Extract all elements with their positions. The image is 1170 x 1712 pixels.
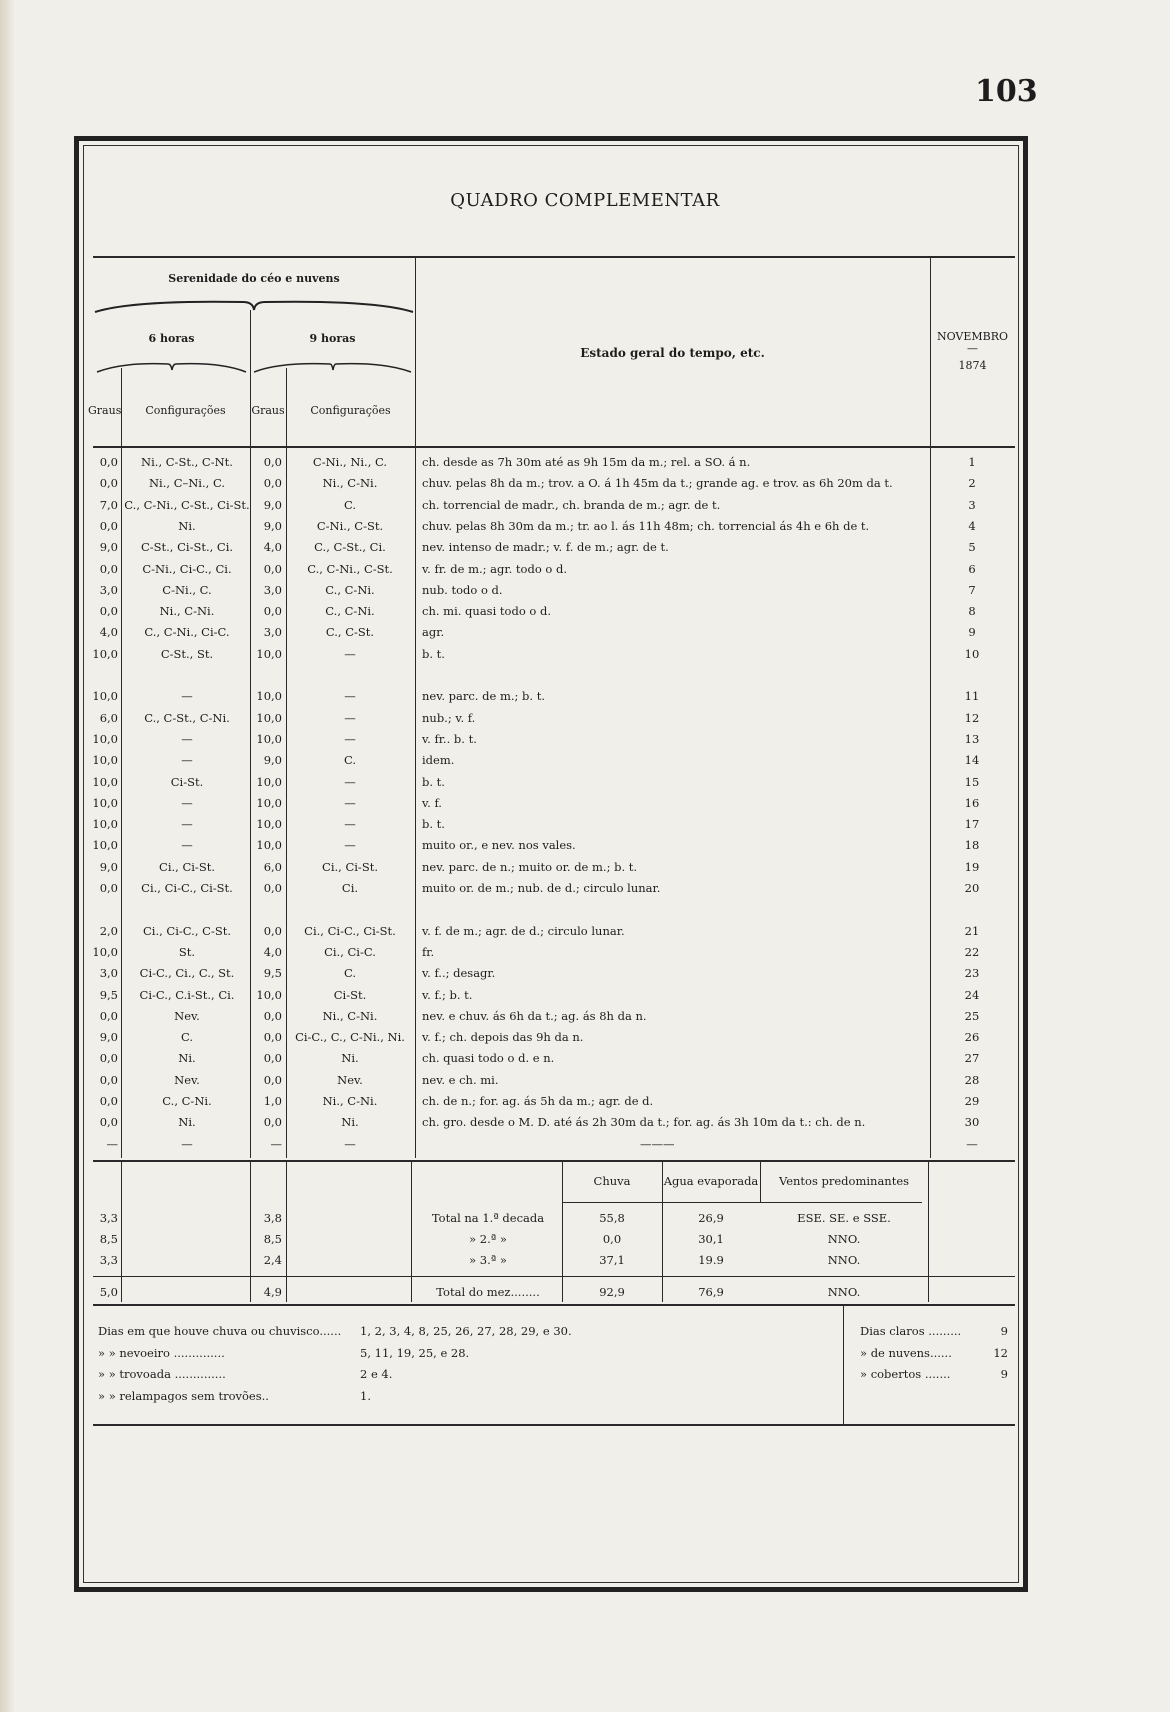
table-row — [0, 793, 1170, 814]
summary-header-ventos: Ventos predominantes — [778, 1174, 910, 1188]
config-9h-cell: C., C-Ni. — [325, 582, 375, 597]
estado-cell: ch. gro. desde o M. D. até ás 2h 30m da t.; for. ag. ás 3h 10m da t.: ch. de n. — [422, 1115, 866, 1130]
graus-6h-cell: 10,0 — [92, 753, 118, 768]
graus-6h-cell: 3,0 — [99, 582, 118, 597]
graus-9h-cell: 0,0 — [263, 1051, 282, 1066]
day-cell: 5 — [968, 540, 976, 555]
config-9h-cell: Nev. — [337, 1072, 363, 1087]
footer-left-days: 1. — [360, 1388, 371, 1403]
footer-left-label: Dias em que houve chuva ou chuvisco...... — [98, 1324, 342, 1338]
page-title: QUADRO COMPLEMENTAR — [450, 190, 720, 211]
config-9h-cell: Ni., C-Ni. — [322, 476, 378, 491]
graus-6h-cell: 0,0 — [99, 518, 118, 533]
summary-graus-6h: 3,3 — [99, 1211, 118, 1225]
footer-right-label: » cobertos ....... — [860, 1367, 951, 1381]
config-6h-cell: Ci-C., Ci., C., St. — [139, 966, 235, 981]
config-6h-cell: Nev. — [174, 1008, 200, 1023]
graus-6h-cell: 10,0 — [92, 646, 118, 661]
config-9h-cell: C. — [343, 753, 357, 768]
day-cell: — — [966, 1136, 978, 1151]
footer-right-count: 9 — [1000, 1324, 1008, 1338]
config-9h-cell: — — [344, 710, 356, 725]
table-row — [0, 1091, 1170, 1112]
graus-9h-cell: 9,0 — [263, 753, 282, 768]
day-cell: 6 — [968, 561, 976, 576]
graus-6h-cell: 10,0 — [92, 944, 118, 959]
graus-9h-cell: 10,0 — [256, 689, 282, 704]
table-row — [0, 580, 1170, 601]
table-row — [0, 495, 1170, 516]
estado-cell: ch. desde as 7h 30m até as 9h 15m da m.; rel. a SO. á n. — [422, 455, 751, 469]
estado-cell: chuv. pelas 8h da m.; trov. a O. á 1h 45m da t.; grande ag. e trov. as 6h 20m da t. — [422, 476, 893, 491]
graus-9h-cell: 10,0 — [256, 817, 282, 832]
config-9h-cell: Ci. — [341, 881, 359, 895]
summary-chuva: 0,0 — [602, 1232, 622, 1246]
config-9h-cell: C., C-St. — [325, 625, 375, 640]
config-9h-cell: Ci-St. — [333, 987, 367, 1002]
footer-right-count: 12 — [993, 1345, 1008, 1360]
config-6h-cell: Nev. — [174, 1072, 200, 1087]
summary-row — [0, 1229, 1170, 1251]
footer-top-rule — [93, 1304, 1015, 1306]
graus-9h-cell: 10,0 — [256, 731, 282, 746]
table-row — [0, 942, 1170, 963]
config-6h-cell: C., C-St., C-Ni. — [144, 710, 230, 725]
table-row — [0, 1070, 1170, 1091]
graus-9h-cell: 10,0 — [256, 710, 282, 725]
graus-6h-cell: — — [106, 1136, 118, 1151]
summary-header-rule — [562, 1202, 922, 1203]
graus-9h-cell: 0,0 — [263, 455, 282, 469]
estado-cell: b. t. — [422, 774, 445, 789]
config-6h-cell: C. — [180, 1030, 194, 1045]
estado-cell: v. f. de m.; agr. de d.; circulo lunar. — [422, 923, 625, 938]
table-row — [0, 708, 1170, 729]
graus-9h-cell: 6,0 — [263, 859, 282, 874]
brace-6-horas — [93, 358, 250, 374]
day-cell: 1 — [968, 455, 976, 469]
table-row — [0, 559, 1170, 580]
footer-left-days: 5, 11, 19, 25, e 28. — [360, 1345, 470, 1360]
summary-row — [0, 1208, 1170, 1230]
config-9h-cell: — — [344, 838, 356, 853]
graus-9h-cell: 10,0 — [256, 646, 282, 661]
table-row — [0, 1027, 1170, 1048]
table-row — [0, 985, 1170, 1006]
config-9h-cell: C., C-St., Ci. — [314, 540, 386, 555]
config-9h-cell: — — [344, 795, 356, 810]
table-row — [0, 878, 1170, 899]
config-6h-cell: Ni. — [178, 518, 196, 533]
table-row — [0, 1048, 1170, 1069]
table-row — [0, 1006, 1170, 1027]
table-row — [0, 537, 1170, 558]
day-cell: 12 — [964, 710, 980, 725]
config-9h-cell: — — [344, 1136, 356, 1151]
config-6h-cell: — — [181, 753, 193, 768]
table-row — [0, 686, 1170, 707]
day-cell: 7 — [968, 582, 976, 597]
config-9h-cell: Ci., Ci-St. — [322, 859, 378, 874]
graus-6h-cell: 9,0 — [99, 1030, 118, 1045]
graus-9h-cell: 10,0 — [256, 795, 282, 810]
summary-ventos: NNO. — [827, 1285, 861, 1299]
summary-ventos: ESE. SE. e SSE. — [797, 1211, 891, 1225]
header-mes: NOVEMBRO — [936, 330, 1009, 343]
config-9h-cell: — — [344, 774, 356, 789]
graus-6h-cell: 0,0 — [99, 476, 118, 491]
config-9h-cell: C. — [343, 497, 357, 512]
graus-6h-cell: 4,0 — [99, 625, 118, 640]
footer-left-label: » » nevoeiro .............. — [98, 1345, 225, 1360]
day-cell: 8 — [968, 604, 976, 619]
day-cell: 19 — [964, 859, 980, 874]
config-9h-cell: Ni. — [341, 1051, 359, 1066]
estado-cell: idem. — [422, 753, 455, 768]
estado-cell: ch. de n.; for. ag. ás 5h da m.; agr. de d. — [422, 1094, 654, 1108]
day-cell: 14 — [964, 753, 980, 768]
table-row — [0, 835, 1170, 856]
summary-ventos: NNO. — [827, 1232, 861, 1246]
summary-graus-6h: 8,5 — [99, 1232, 118, 1246]
graus-6h-cell: 2,0 — [99, 923, 118, 938]
config-9h-cell: Ci-C., C., C-Ni., Ni. — [295, 1030, 405, 1045]
estado-cell: ch. torrencial de madr., ch. branda de m.; agr. de t. — [422, 497, 721, 512]
graus-9h-cell: 1,0 — [263, 1094, 282, 1108]
graus-6h-cell: 0,0 — [99, 1051, 118, 1066]
day-cell: 22 — [964, 944, 980, 959]
table-row — [0, 1134, 1170, 1155]
graus-9h-cell: 0,0 — [263, 561, 282, 576]
summary-top-rule — [93, 1160, 1015, 1162]
config-9h-cell: — — [344, 731, 356, 746]
summary-label: » 3.ª » — [469, 1253, 507, 1267]
graus-9h-cell: 4,0 — [263, 944, 282, 959]
graus-6h-cell: 10,0 — [92, 689, 118, 704]
graus-9h-cell: 10,0 — [256, 774, 282, 789]
estado-cell: b. t. — [422, 646, 445, 661]
table-row — [0, 473, 1170, 494]
graus-9h-cell: 10,0 — [256, 838, 282, 853]
graus-9h-cell: 0,0 — [263, 1115, 282, 1130]
day-cell: 21 — [964, 923, 980, 938]
footer-left-label: » » trovoada .............. — [98, 1367, 226, 1381]
config-9h-cell: Ci., Ci-C., Ci-St. — [304, 923, 396, 938]
footer-divider — [843, 1306, 844, 1424]
day-cell: 29 — [964, 1094, 980, 1108]
header-6-horas: 6 horas — [148, 332, 195, 345]
graus-6h-cell: 0,0 — [99, 1072, 118, 1087]
graus-9h-cell: 0,0 — [263, 923, 282, 938]
estado-cell: b. t. — [422, 817, 445, 832]
day-cell: 20 — [964, 881, 980, 895]
header-bottom-rule — [93, 446, 1015, 448]
header-9-horas: 9 horas — [309, 332, 356, 345]
header-ano: 1874 — [958, 359, 987, 372]
config-9h-cell: Ci., Ci-C. — [324, 944, 376, 959]
graus-6h-cell: 0,0 — [99, 1115, 118, 1130]
config-6h-cell: Ni., C-St., C-Nt. — [141, 455, 233, 469]
estado-cell: nub. todo o d. — [422, 582, 503, 597]
config-6h-cell: Ci-St. — [170, 774, 204, 789]
config-6h-cell: C., C-Ni., C-St., Ci-St. — [124, 497, 250, 512]
footer-left-days: 2 e 4. — [360, 1367, 393, 1381]
config-6h-cell: Ci., Ci-St. — [159, 859, 215, 874]
graus-6h-cell: 0,0 — [99, 1094, 118, 1108]
config-9h-cell: — — [344, 646, 356, 661]
header-serenidade: Serenidade do céo e nuvens — [168, 272, 340, 285]
table-row — [0, 857, 1170, 878]
config-6h-cell: Ni. — [178, 1051, 196, 1066]
estado-cell: ch. quasi todo o d. e n. — [422, 1051, 555, 1066]
graus-6h-cell: 9,5 — [99, 987, 118, 1002]
config-6h-cell: Ni., C-Ni. — [159, 604, 215, 619]
graus-9h-cell: 4,0 — [263, 540, 282, 555]
graus-6h-cell: 10,0 — [92, 817, 118, 832]
config-9h-cell: Ni. — [341, 1115, 359, 1130]
estado-cell: v. fr. de m.; agr. todo o d. — [422, 561, 568, 576]
table-row — [0, 516, 1170, 537]
config-6h-cell: C-St., Ci-St., Ci. — [140, 540, 234, 555]
day-cell: 16 — [964, 795, 980, 810]
config-6h-cell: — — [181, 817, 193, 832]
summary-graus-9h: 2,4 — [263, 1253, 282, 1267]
brace-9-horas — [250, 358, 415, 374]
graus-6h-cell: 0,0 — [99, 455, 118, 469]
estado-cell: v. fr.. b. t. — [422, 731, 477, 746]
config-6h-cell: C., C-Ni., Ci-C. — [144, 625, 230, 640]
day-cell: 13 — [964, 731, 980, 746]
graus-6h-cell: 10,0 — [92, 731, 118, 746]
graus-6h-cell: 7,0 — [99, 497, 118, 512]
table-row — [0, 921, 1170, 942]
graus-6h-cell: 10,0 — [92, 838, 118, 853]
config-6h-cell: — — [181, 795, 193, 810]
estado-cell: muito or. de m.; nub. de d.; circulo lunar. — [422, 881, 661, 895]
table-row — [0, 622, 1170, 643]
estado-cell: nev. parc. de m.; b. t. — [422, 689, 545, 704]
config-6h-cell: Ci., Ci-C., C-St. — [142, 923, 231, 938]
config-6h-cell: Ci., Ci-C., Ci-St. — [141, 881, 233, 895]
summary-graus-6h: 3,3 — [99, 1253, 118, 1267]
summary-chuva: 37,1 — [599, 1253, 625, 1267]
config-9h-cell: Ni., C-Ni. — [322, 1094, 378, 1108]
summary-chuva: 55,8 — [599, 1211, 625, 1225]
graus-9h-cell: 0,0 — [263, 476, 282, 491]
config-6h-cell: — — [181, 1136, 193, 1151]
graus-6h-cell: 10,0 — [92, 795, 118, 810]
estado-cell: v. f..; desagr. — [422, 966, 496, 981]
config-6h-cell: C-St., St. — [160, 646, 214, 661]
config-6h-cell: Ni. — [178, 1115, 196, 1130]
summary-row — [0, 1282, 1170, 1304]
estado-cell: nev. e chuv. ás 6h da t.; ag. ás 8h da n. — [422, 1008, 647, 1023]
config-9h-cell: C. — [343, 966, 357, 981]
config-9h-cell: C-Ni., Ni., C. — [312, 455, 388, 469]
config-9h-cell: — — [344, 817, 356, 832]
config-6h-cell: Ni., C–Ni., C. — [148, 476, 225, 491]
day-cell: 11 — [964, 689, 980, 704]
day-cell: 27 — [964, 1051, 980, 1066]
day-cell: 25 — [964, 1008, 980, 1023]
config-6h-cell: C., C-Ni. — [162, 1094, 212, 1108]
day-cell: 26 — [964, 1030, 980, 1045]
config-9h-cell: Ni., C-Ni. — [322, 1008, 378, 1023]
estado-cell: v. f.; b. t. — [422, 987, 473, 1002]
summary-graus-9h: 4,9 — [263, 1285, 282, 1299]
config-6h-cell: C-Ni., C. — [162, 582, 212, 597]
config-9h-cell: C., C-Ni. — [325, 604, 375, 619]
table-row — [0, 601, 1170, 622]
graus-9h-cell: 3,0 — [263, 625, 282, 640]
day-cell: 3 — [968, 497, 976, 512]
day-cell: 15 — [964, 774, 980, 789]
summary-agua: 19.9 — [698, 1253, 724, 1267]
graus-9h-cell: 3,0 — [263, 582, 282, 597]
graus-9h-cell: 0,0 — [263, 604, 282, 619]
header-graus-9: Graus — [251, 404, 285, 417]
summary-total-rule — [93, 1276, 1015, 1277]
estado-cell: nub.; v. f. — [422, 710, 476, 725]
graus-9h-cell: 0,0 — [263, 1072, 282, 1087]
table-row — [0, 814, 1170, 835]
estado-cell: chuv. pelas 8h 30m da m.; tr. ao l. ás 11h 48m; ch. torrencial ás 4h e 6h de t. — [422, 518, 870, 533]
graus-9h-cell: 10,0 — [256, 987, 282, 1002]
day-cell: 10 — [964, 646, 980, 661]
header-configuracoes-9: Configurações — [310, 404, 391, 417]
config-9h-cell: — — [344, 689, 356, 704]
day-cell: 17 — [964, 817, 980, 832]
config-9h-cell: C-Ni., C-St. — [316, 518, 384, 533]
day-cell: 9 — [968, 625, 976, 640]
graus-6h-cell: 0,0 — [99, 881, 118, 895]
header-mes-dash: — — [967, 342, 978, 355]
summary-graus-6h: 5,0 — [99, 1285, 118, 1299]
header-estado: Estado geral do tempo, etc. — [580, 346, 765, 360]
config-6h-cell: — — [181, 731, 193, 746]
estado-cell: ch. mi. quasi todo o d. — [422, 604, 551, 619]
table-row — [0, 963, 1170, 984]
graus-9h-cell: — — [270, 1136, 282, 1151]
footer-right-label: Dias claros ......... — [860, 1324, 962, 1338]
graus-6h-cell: 0,0 — [99, 1008, 118, 1023]
header-top-rule — [93, 256, 1015, 258]
summary-graus-9h: 8,5 — [263, 1232, 282, 1246]
estado-cell: nev. e ch. mi. — [422, 1072, 499, 1087]
graus-6h-cell: 9,0 — [99, 859, 118, 874]
graus-6h-cell: 0,0 — [99, 561, 118, 576]
graus-9h-cell: 0,0 — [263, 1008, 282, 1023]
graus-9h-cell: 9,0 — [263, 518, 282, 533]
day-cell: 30 — [964, 1115, 980, 1130]
brace-serenidade — [93, 296, 415, 316]
day-cell: 28 — [964, 1072, 980, 1087]
config-6h-cell: — — [181, 689, 193, 704]
summary-label: Total na 1.ª decada — [431, 1211, 545, 1225]
graus-6h-cell: 6,0 — [99, 710, 118, 725]
summary-header-chuva: Chuva — [593, 1174, 631, 1188]
graus-6h-cell: 0,0 — [99, 604, 118, 619]
config-6h-cell: — — [181, 838, 193, 853]
day-cell: 4 — [968, 518, 976, 533]
table-row — [0, 772, 1170, 793]
footer-left-label: » » relampagos sem trovões.. — [98, 1388, 269, 1403]
summary-agua: 76,9 — [698, 1285, 724, 1299]
footer-left-days: 1, 2, 3, 4, 8, 25, 26, 27, 28, 29, e 30. — [360, 1324, 572, 1338]
estado-cell: nev. intenso de madr.; v. f. de m.; agr. de t. — [422, 540, 669, 555]
estado-cell: muito or., e nev. nos vales. — [422, 838, 576, 853]
graus-9h-cell: 0,0 — [263, 881, 282, 895]
estado-cell: ——— — [640, 1136, 675, 1151]
footer-right-label: » de nuvens...... — [860, 1345, 952, 1360]
day-cell: 18 — [964, 838, 980, 853]
estado-cell: nev. parc. de n.; muito or. de m.; b. t. — [422, 859, 638, 874]
estado-cell: fr. — [422, 944, 435, 959]
summary-agua: 30,1 — [698, 1232, 724, 1246]
estado-cell: v. f.; ch. depois das 9h da n. — [422, 1030, 584, 1045]
header-configuracoes-6: Configurações — [145, 404, 226, 417]
day-cell: 24 — [964, 987, 980, 1002]
footer-right-count: 9 — [1000, 1367, 1008, 1381]
config-6h-cell: C-Ni., Ci-C., Ci. — [142, 561, 232, 576]
config-6h-cell: Ci-C., C.i-St., Ci. — [139, 987, 235, 1002]
table-row — [0, 644, 1170, 665]
estado-cell: v. f. — [422, 795, 442, 810]
header-graus-6: Graus — [88, 404, 122, 417]
graus-6h-cell: 10,0 — [92, 774, 118, 789]
graus-6h-cell: 9,0 — [99, 540, 118, 555]
day-cell: 2 — [968, 476, 976, 491]
summary-agua: 26,9 — [698, 1211, 724, 1225]
footer-bottom-rule — [93, 1424, 1015, 1426]
table-row — [0, 750, 1170, 771]
table-row — [0, 452, 1170, 473]
summary-ventos: NNO. — [827, 1253, 861, 1267]
config-6h-cell: St. — [178, 944, 196, 959]
summary-label: Total do mez........ — [436, 1285, 540, 1299]
page-number: 103 — [975, 74, 1038, 109]
summary-header-agua: Agua evaporada — [663, 1174, 759, 1188]
day-cell: 23 — [964, 966, 980, 981]
estado-cell: agr. — [422, 625, 445, 640]
summary-chuva: 92,9 — [599, 1285, 625, 1299]
summary-graus-9h: 3,8 — [263, 1211, 282, 1225]
table-row — [0, 729, 1170, 750]
table-row — [0, 1112, 1170, 1133]
graus-6h-cell: 3,0 — [99, 966, 118, 981]
graus-9h-cell: 9,0 — [263, 497, 282, 512]
summary-label: » 2.ª » — [469, 1232, 507, 1246]
summary-row — [0, 1250, 1170, 1272]
graus-9h-cell: 0,0 — [263, 1030, 282, 1045]
config-9h-cell: C., C-Ni., C-St. — [307, 561, 393, 576]
graus-9h-cell: 9,5 — [263, 966, 282, 981]
